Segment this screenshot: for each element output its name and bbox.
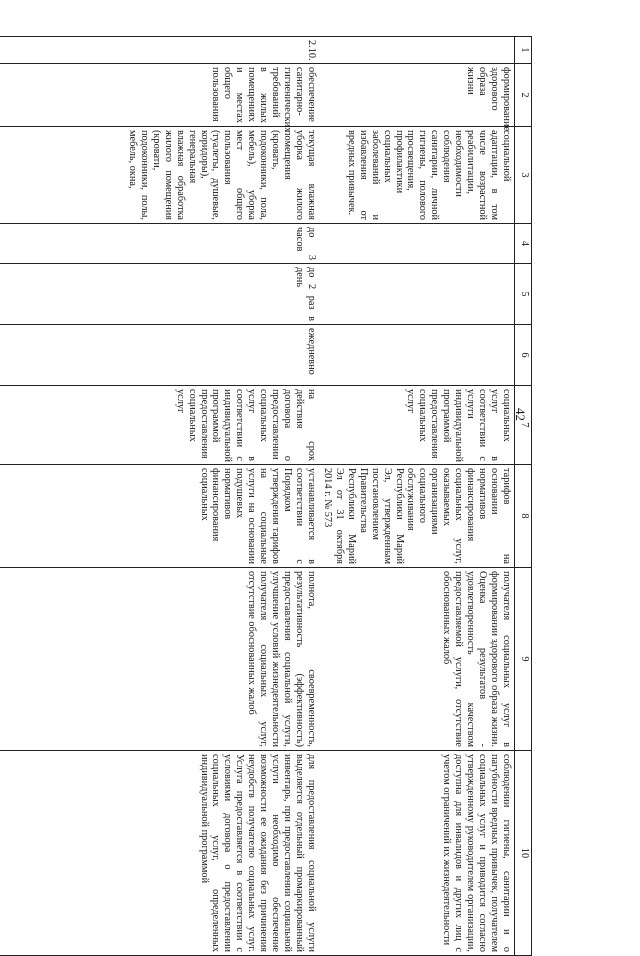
column-header: 5 [515, 264, 532, 325]
cell-term: социальных услуг в соответствии с услуги индивидуальной программой предоставления социальных услуг [319, 386, 515, 465]
cell-period [319, 325, 515, 386]
header-row [515, 37, 532, 956]
cell-period: ежедневно [0, 325, 319, 386]
cell-quality: полнота, своевременность, результативность (эффективность) предоставления социальной услуги, улучшение условий жизнедеятельности получателя социальных услуг, отсутствие обоснованных жалоб [0, 568, 319, 751]
table-row [319, 37, 515, 956]
column-header: 8 [515, 465, 532, 568]
cell-frequency [319, 264, 515, 325]
rotated-table-container [4, 36, 532, 952]
page-number: 42 [513, 408, 528, 421]
cell-duration [319, 224, 515, 264]
column-header: 2 [515, 64, 532, 127]
services-table [0, 36, 532, 956]
cell-service-name: формирование здорового образа жизни [319, 64, 515, 127]
cell-conditions: соблюдении гигиены, санитарии и о пагубности вредных привычек, получателем социальных услуг и приводится согласно утвержденному руководителем организации, доступна для инвалидов и других лиц с учетом ограничений их жизнедеятельности [319, 751, 515, 956]
cell-term: на срок действия договора о предоставлении социальных услуг в соответствии с индивидуальной программой предоставления социальных услуг [0, 386, 319, 465]
table-row [0, 37, 319, 956]
column-header: 3 [515, 127, 532, 224]
cell-tariff: тарифов на основании нормативов финансирования социальных услуг, оказываемых организациями социального обслуживания Республики Марий Эл, утвержденным постановлением Правительства Республики Марий Эл от 31 октября 2014 г. № 573 [319, 465, 515, 568]
cell-tariff: устанавливается в соответствии с Порядком утверждения тарифов на социальные услуги на основании подушевых нормативов финансирования социальных [0, 465, 319, 568]
cell-description: социальной адаптации, в том числе возрастной реабилитации, необходимости соблюдения санитарии, личной гигиены, полового просвещения, профилактики социальных заболеваний и избавления от вредных привычек. [319, 127, 515, 224]
column-header: 10 [515, 751, 532, 956]
column-header: 1 [515, 37, 532, 64]
cell-conditions: для предоставления социальной услуги выделяется отдельный промаркированный инвентарь, при предоставлении социальной услуги необходимо обеспечение возможности ее ожидания без причинения неудобств получателю социальных услуг. Услуга предоставляется в соответствии с условиями договора о предоставлении социальных услуг, определенных индивидуальной программой [0, 751, 319, 956]
column-header: 6 [515, 325, 532, 386]
column-header: 9 [515, 568, 532, 751]
cell-duration: до 3 часов [0, 224, 319, 264]
cell-description: текущая влажная уборка жилого помещения (кровать, подоконники, пола, мебель), уборка мест общего пользования (туалеты, душевые, коридоры), генеральная влажная обработка жилого помещения (кровати, подоконники, полы, мебель, окна, [0, 127, 319, 224]
cell-frequency: до 2 раз в день [0, 264, 319, 325]
cell-number: 2.10. [0, 37, 319, 64]
cell-number [319, 37, 515, 64]
column-header: 7 [515, 386, 532, 465]
cell-service-name: обеспечение санитарно-гигиенических требований в жилых помещениях и местах общего пользования [0, 64, 319, 127]
column-header: 4 [515, 224, 532, 264]
cell-quality: получателя социальных услуг в формировании здорового образа жизни. Оценка результатов - удовлетворенность качеством предоставляемой услуги, отсутствие обоснованных жалоб [319, 568, 515, 751]
